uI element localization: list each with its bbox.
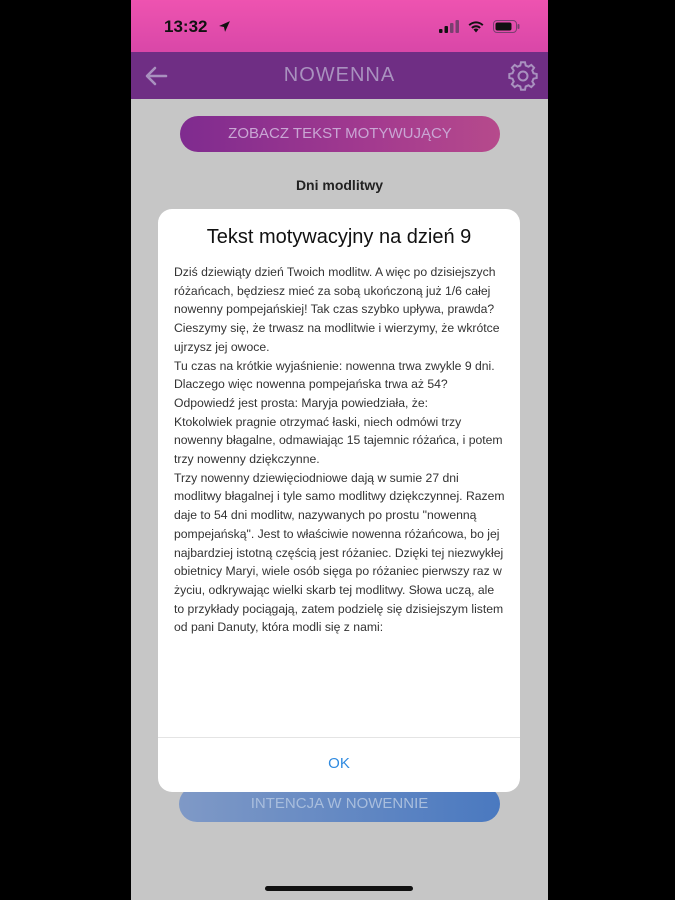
motivational-text-dialog bbox=[158, 209, 520, 792]
nav-bar bbox=[131, 52, 548, 99]
page-title: NOWENNA bbox=[283, 64, 396, 86]
dialog-body-text: Dziś dziewiąty dzień Twoich modlitw. A więc po dzisiejszych różańcach, będziesz mieć za sobą ukończoną już 1/6 całej nowenny pompejańskiej! Tak czas szybko upływa, prawda? Cieszymy się, że trwasz na modlitwie i wierzymy, że wkrótce ujrzysz jej owoce. Tu czas na krótkie wyjaśnienie: nowenna trwa zwykle 9 dni. Dlaczego więc nowenna pompejańska trwa aż 54? Odpowiedź jest prosta: Maryja powiedziała, że: Ktokolwiek pragnie otrzymać łaski, niech odmówi trzy nowenny błagalne, odmawiając 15 tajemnic różańca, i potem trzy nowenny dziękczynne. Trzy nowenny dziewięciodniowe dają w sumie 27 dni modlitwy błagalnej i tyle samo modlitwy dziękczynnej. Razem daje to 54 dni modlitw, nazywanych po prostu "nowenną pompejańską". Jest to właściwie nowenna różańcowa, bo jej najbardziej istotną częścią jest różaniec. Dzięki tej niezwykłej obietnicy Maryi, wiele osób sięga po różaniec pierwszy raz w życiu, odkrywając wielki skarb tej modlitwy. Słowa uczą, ale to przykłady pociągają, zatem podzielę się dzisiejszym listem od pani Danuty, która modli się z nami: bbox=[174, 265, 505, 635]
novena-intention-button[interactable]: INTENCJA W NOWENNIE bbox=[179, 786, 500, 822]
status-bar bbox=[131, 0, 548, 52]
battery-icon bbox=[493, 20, 520, 33]
dialog-title: Tekst motywacyjny na dzień 9 bbox=[206, 226, 472, 248]
location-arrow-icon bbox=[218, 20, 231, 33]
cellular-signal-icon bbox=[439, 20, 459, 33]
dialog-divider bbox=[158, 737, 520, 738]
home-indicator[interactable] bbox=[265, 886, 413, 891]
status-time: 13:32 bbox=[164, 17, 208, 36]
ok-button[interactable]: OK bbox=[328, 755, 350, 772]
status-icons bbox=[439, 20, 520, 33]
prayer-days-label: Dni modlitwy bbox=[295, 177, 384, 193]
wifi-icon bbox=[467, 20, 485, 33]
gear-icon[interactable] bbox=[508, 61, 538, 91]
show-motivational-text-button[interactable]: ZOBACZ TEKST MOTYWUJĄCY bbox=[180, 116, 500, 152]
